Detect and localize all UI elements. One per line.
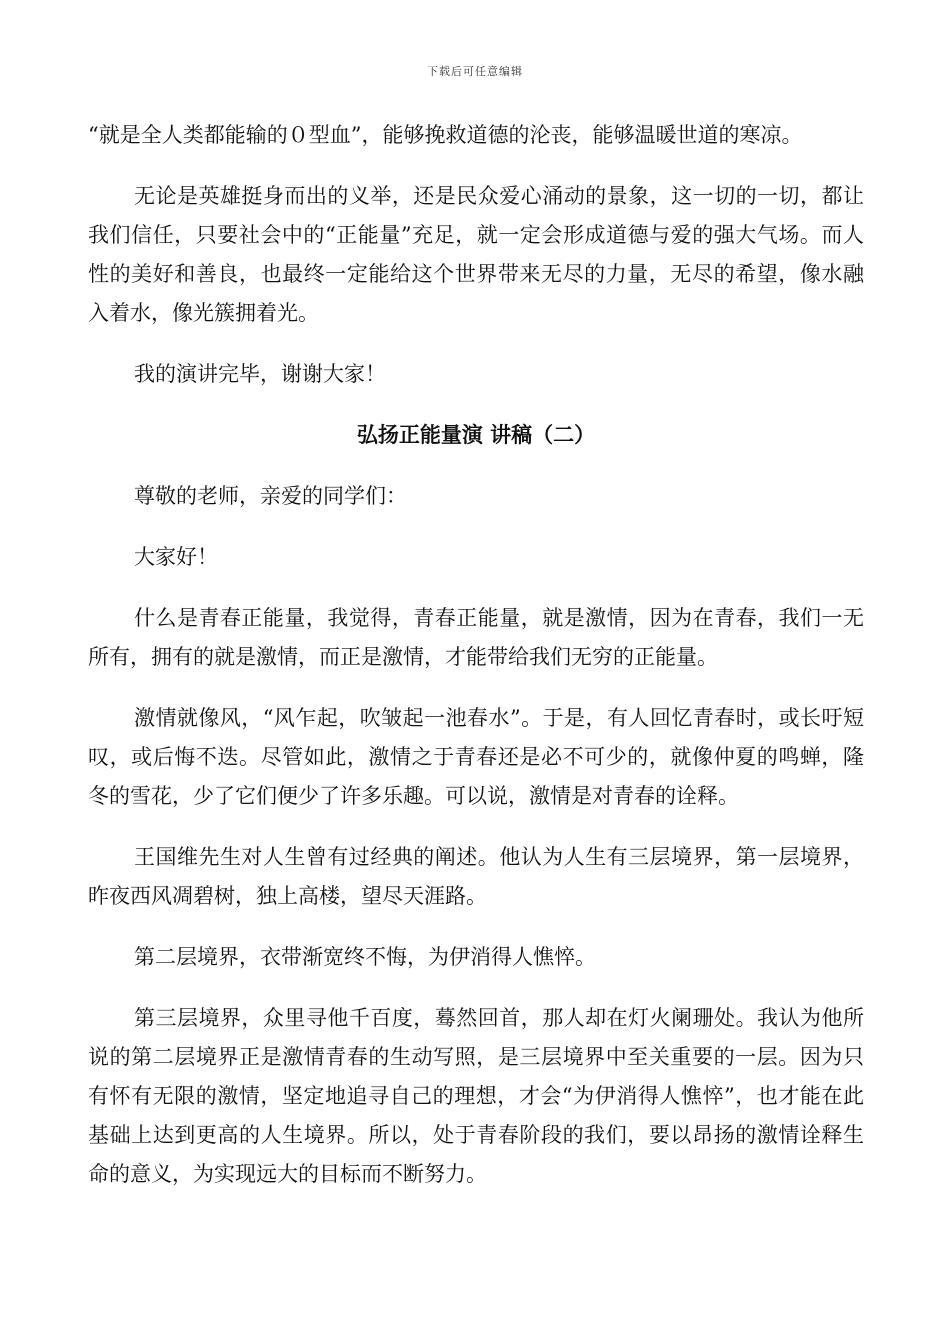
paragraph: 尊敬的老师，亲爱的同学们：	[134, 484, 407, 508]
page-header: 下载后可任意编辑	[427, 65, 523, 78]
paragraph: 什么是青春正能量，我觉得，青春正能量，就是激情，因为在青春，我们一无所有，拥有的就是激情，而正是激情，才能带给我们无穷的正能量。	[88, 606, 864, 669]
paragraph: 第二层境界，衣带渐宽终不悔，为伊消得人憔悴。	[134, 945, 596, 969]
paragraph: 第三层境界，众里寻他千百度，蓦然回首，那人却在灯火阑珊处。我认为他所说的第二层境界正是激情青春的生动写照，是三层境界中至关重要的一层。因为只有怀有无限的激情，坚定地追寻自己的理想，才会“为伊消得人憔悴”，也才能在此基础上达到更高的人生境界。所以，处于青春阶段的我们，要以昂扬的激情诠释生命的意义，为实现远大的目标而不断努力。	[88, 1006, 864, 1186]
paragraph: 大家好！	[134, 545, 218, 569]
paragraph: 我的演讲完毕，谢谢大家！	[134, 362, 386, 386]
paragraph: 王国维先生对人生曾有过经典的阐述。他认为人生有三层境界，第一层境界，昨夜西风凋碧树，独上高楼，望尽天涯路。	[88, 845, 864, 908]
document-body	[88, 116, 864, 1216]
paragraph: 无论是英雄挺身而出的义举，还是民众爱心涌动的景象，这一切的一切，都让我们信任，只要社会中的“正能量”充足，就一定会形成道德与爱的强大气场。而人性的美好和善良，也最终一定能给这个世界带来无尽的力量，无尽的希望，像水融入着水，像光簇拥着光。	[88, 184, 864, 325]
section-title: 弘扬正能量演 讲稿（二）	[356, 423, 596, 447]
paragraph: “就是全人类都能输的０型血”，能够挽救道德的沦丧，能够温暖世道的寒凉。	[88, 123, 803, 147]
paragraph: 激情就像风，“风乍起，吹皱起一池春水”。于是，有人回忆青春时，或长吁短叹，或后悔不迭。尽管如此，激情之于青春还是必不可少的，就像仲夏的鸣蝉，隆冬的雪花，少了它们便少了许多乐趣。可以说，激情是对青春的诠释。	[88, 706, 864, 808]
